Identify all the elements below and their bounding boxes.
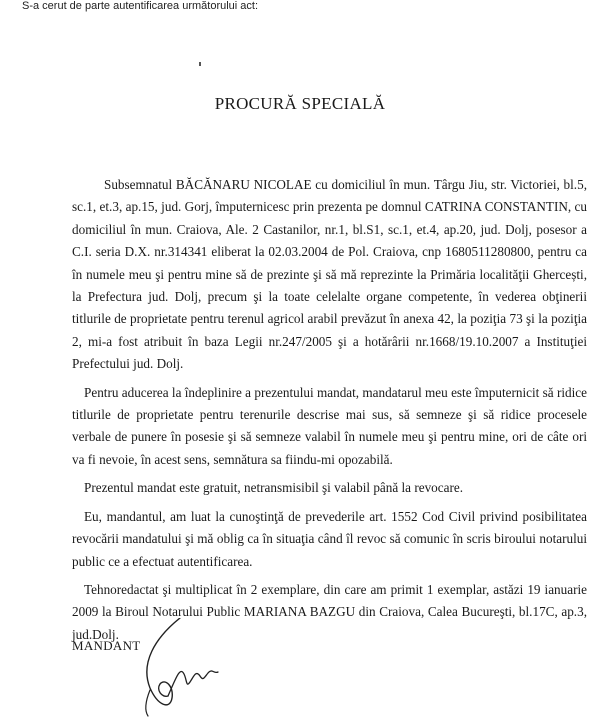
paragraph-terms: Prezentul mandat este gratuit, netransmisibil şi valabil până la revocare. (84, 480, 464, 496)
paragraph-execution: Tehnoredactat şi multiplicat în 2 exemplare, din care am primit 1 exemplar, astăzi 19 ianuarie 2009 la Biroul Notarului Public MARIANA BAZGU din Craiova, Calea Bucureşti, bl.17C, ap.3, jud.Dolj. (72, 581, 587, 642)
handwritten-signature (110, 618, 230, 718)
paragraph-revocation: Eu, mandantul, am luat la cunoştinţă de prevederile art. 1552 Cod Civil privind posibilitatea revocării mandatului şi mă oblig ca în situaţia când îl revoc să comunic în scris biroului notarului public ce a efectuat autentificarea. (72, 508, 587, 569)
document-body (72, 174, 587, 652)
paragraph-powers: Pentru aducerea la îndeplinire a prezentului mandat, mandatarul meu este împuternicit să ridice titlurile de proprietate pentru terenurile descrise mai sus, să semneze şi să ridice procesele verbale de punere în posesie şi să semneze valabil în numele meu şi pentru mine, ori de câte ori va fi nevoie, în acest sens, semnătura sa fiindu-mi opozabilă. (72, 384, 587, 467)
mandant-label: MANDANT (72, 638, 141, 653)
scan-mark (199, 62, 201, 66)
header-note: S-a cerut de parte autentificarea următorului act: (22, 0, 259, 12)
paragraph-parties: Subsemnatul BĂCĂNARU NICOLAE cu domiciliul în mun. Târgu Jiu, str. Victoriei, bl.5, sc.1, et.3, ap.15, jud. Gorj, împuternicesc prin prezenta pe domnul CATRINA CONSTANTIN, cu domiciliul în mun. Craiova, Ale. 2 Castanilor, nr.1, bl.S1, sc.1, et.4, ap.20, jud. Dolj, posesor a C.I. seria D.X. nr.314341 eliberat la 02.03.2004 de Pol. Craiova, cnp 1680511280800, pentru ca în numele meu şi pentru mine să de prezinte şi să mă reprezinte la Primăria localităţii Ghercești, la Prefectura jud. Dolj, precum şi la toate celelalte organe competente, în vederea obţinerii titlurile de proprietate pentru terenul agricol arabil prevăzut în anexa 42, la poziţia 73 şi la poziţia 2, mi-a fost atribuit în baza Legii nr.247/2005 şi a hotărârii nr.1668/19.10.2007 a Instituţiei Prefectului jud. Dolj. (72, 177, 587, 372)
document-title: PROCURĂ SPECIALĂ (214, 94, 386, 113)
